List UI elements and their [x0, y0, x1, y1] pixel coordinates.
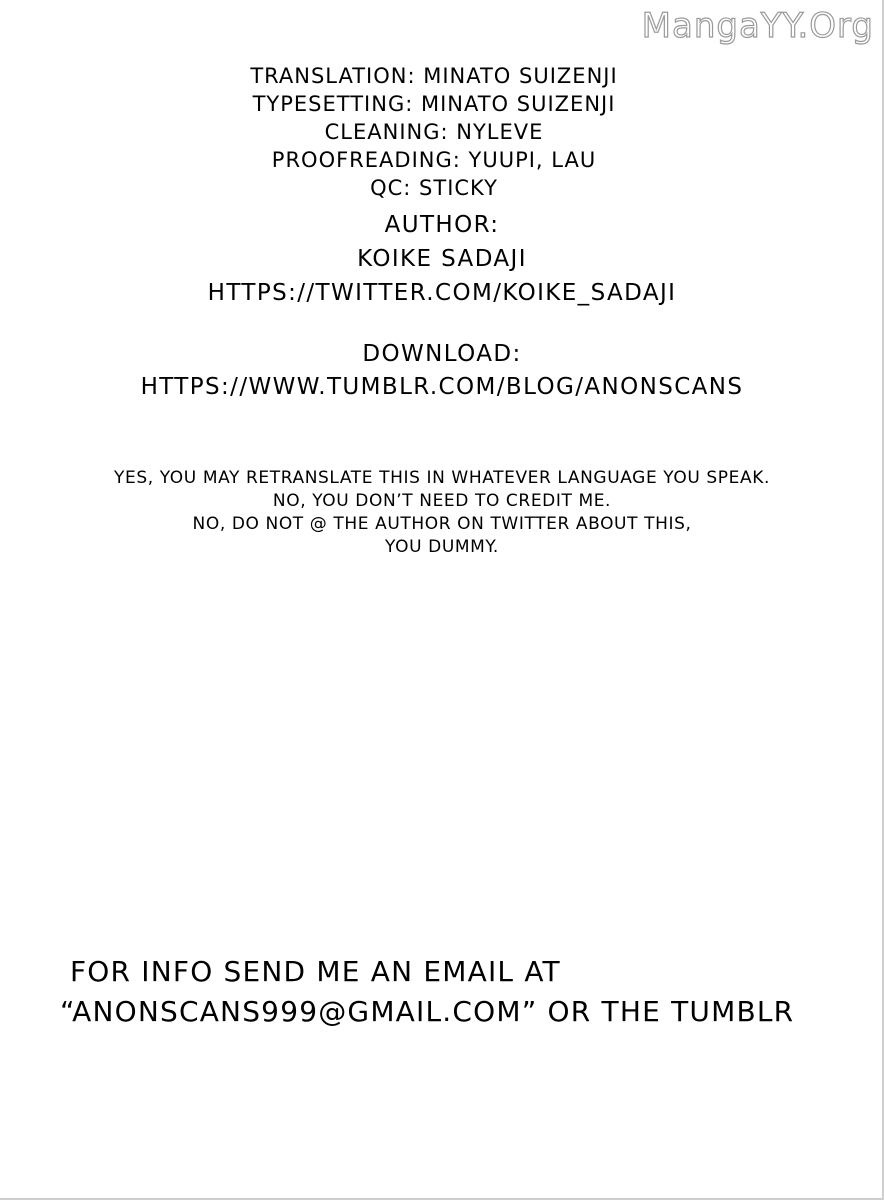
disclaimer-line: NO, YOU DON’T NEED TO CREDIT ME. — [272, 491, 612, 511]
credit-proofreading: PROOFREADING: YUUPI, LAU — [271, 148, 597, 172]
credits-block — [0, 62, 884, 202]
download-heading: DOWNLOAD: — [362, 341, 522, 367]
author-twitter-link[interactable]: HTTPS://TWITTER.COM/KOIKE_SADAJI — [207, 280, 677, 306]
disclaimer-line: YOU DUMMY. — [385, 537, 499, 557]
disclaimer-line: YES, YOU MAY RETRANSLATE THIS IN WHATEVER LANGUAGE YOU SPEAK. — [114, 468, 770, 488]
author-name: KOIKE SADAJI — [357, 246, 527, 272]
author-block — [0, 208, 884, 310]
disclaimer-block — [0, 467, 884, 559]
credit-translation: TRANSLATION: MINATO SUIZENJI — [250, 64, 618, 88]
download-block — [0, 338, 884, 404]
download-tumblr-link[interactable]: HTTPS://WWW.TUMBLR.COM/BLOG/ANONSCANS — [140, 374, 744, 400]
credit-qc: QC: STICKY — [370, 176, 498, 200]
credit-typesetting: TYPESETTING: MINATO SUIZENJI — [252, 92, 616, 116]
credit-cleaning: CLEANING: NYLEVE — [324, 120, 544, 144]
author-heading: AUTHOR: — [384, 212, 500, 238]
disclaimer-line: NO, DO NOT @ THE AUTHOR ON TWITTER ABOUT THIS, — [192, 514, 692, 534]
contact-line: FOR INFO SEND ME AN EMAIL AT — [70, 955, 561, 988]
contact-block — [60, 952, 820, 1032]
contact-email[interactable]: “ANONSCANS999@GMAIL.COM” OR THE TUMBLR — [60, 995, 795, 1028]
watermark-logo: MangaYY.Org — [641, 6, 874, 46]
